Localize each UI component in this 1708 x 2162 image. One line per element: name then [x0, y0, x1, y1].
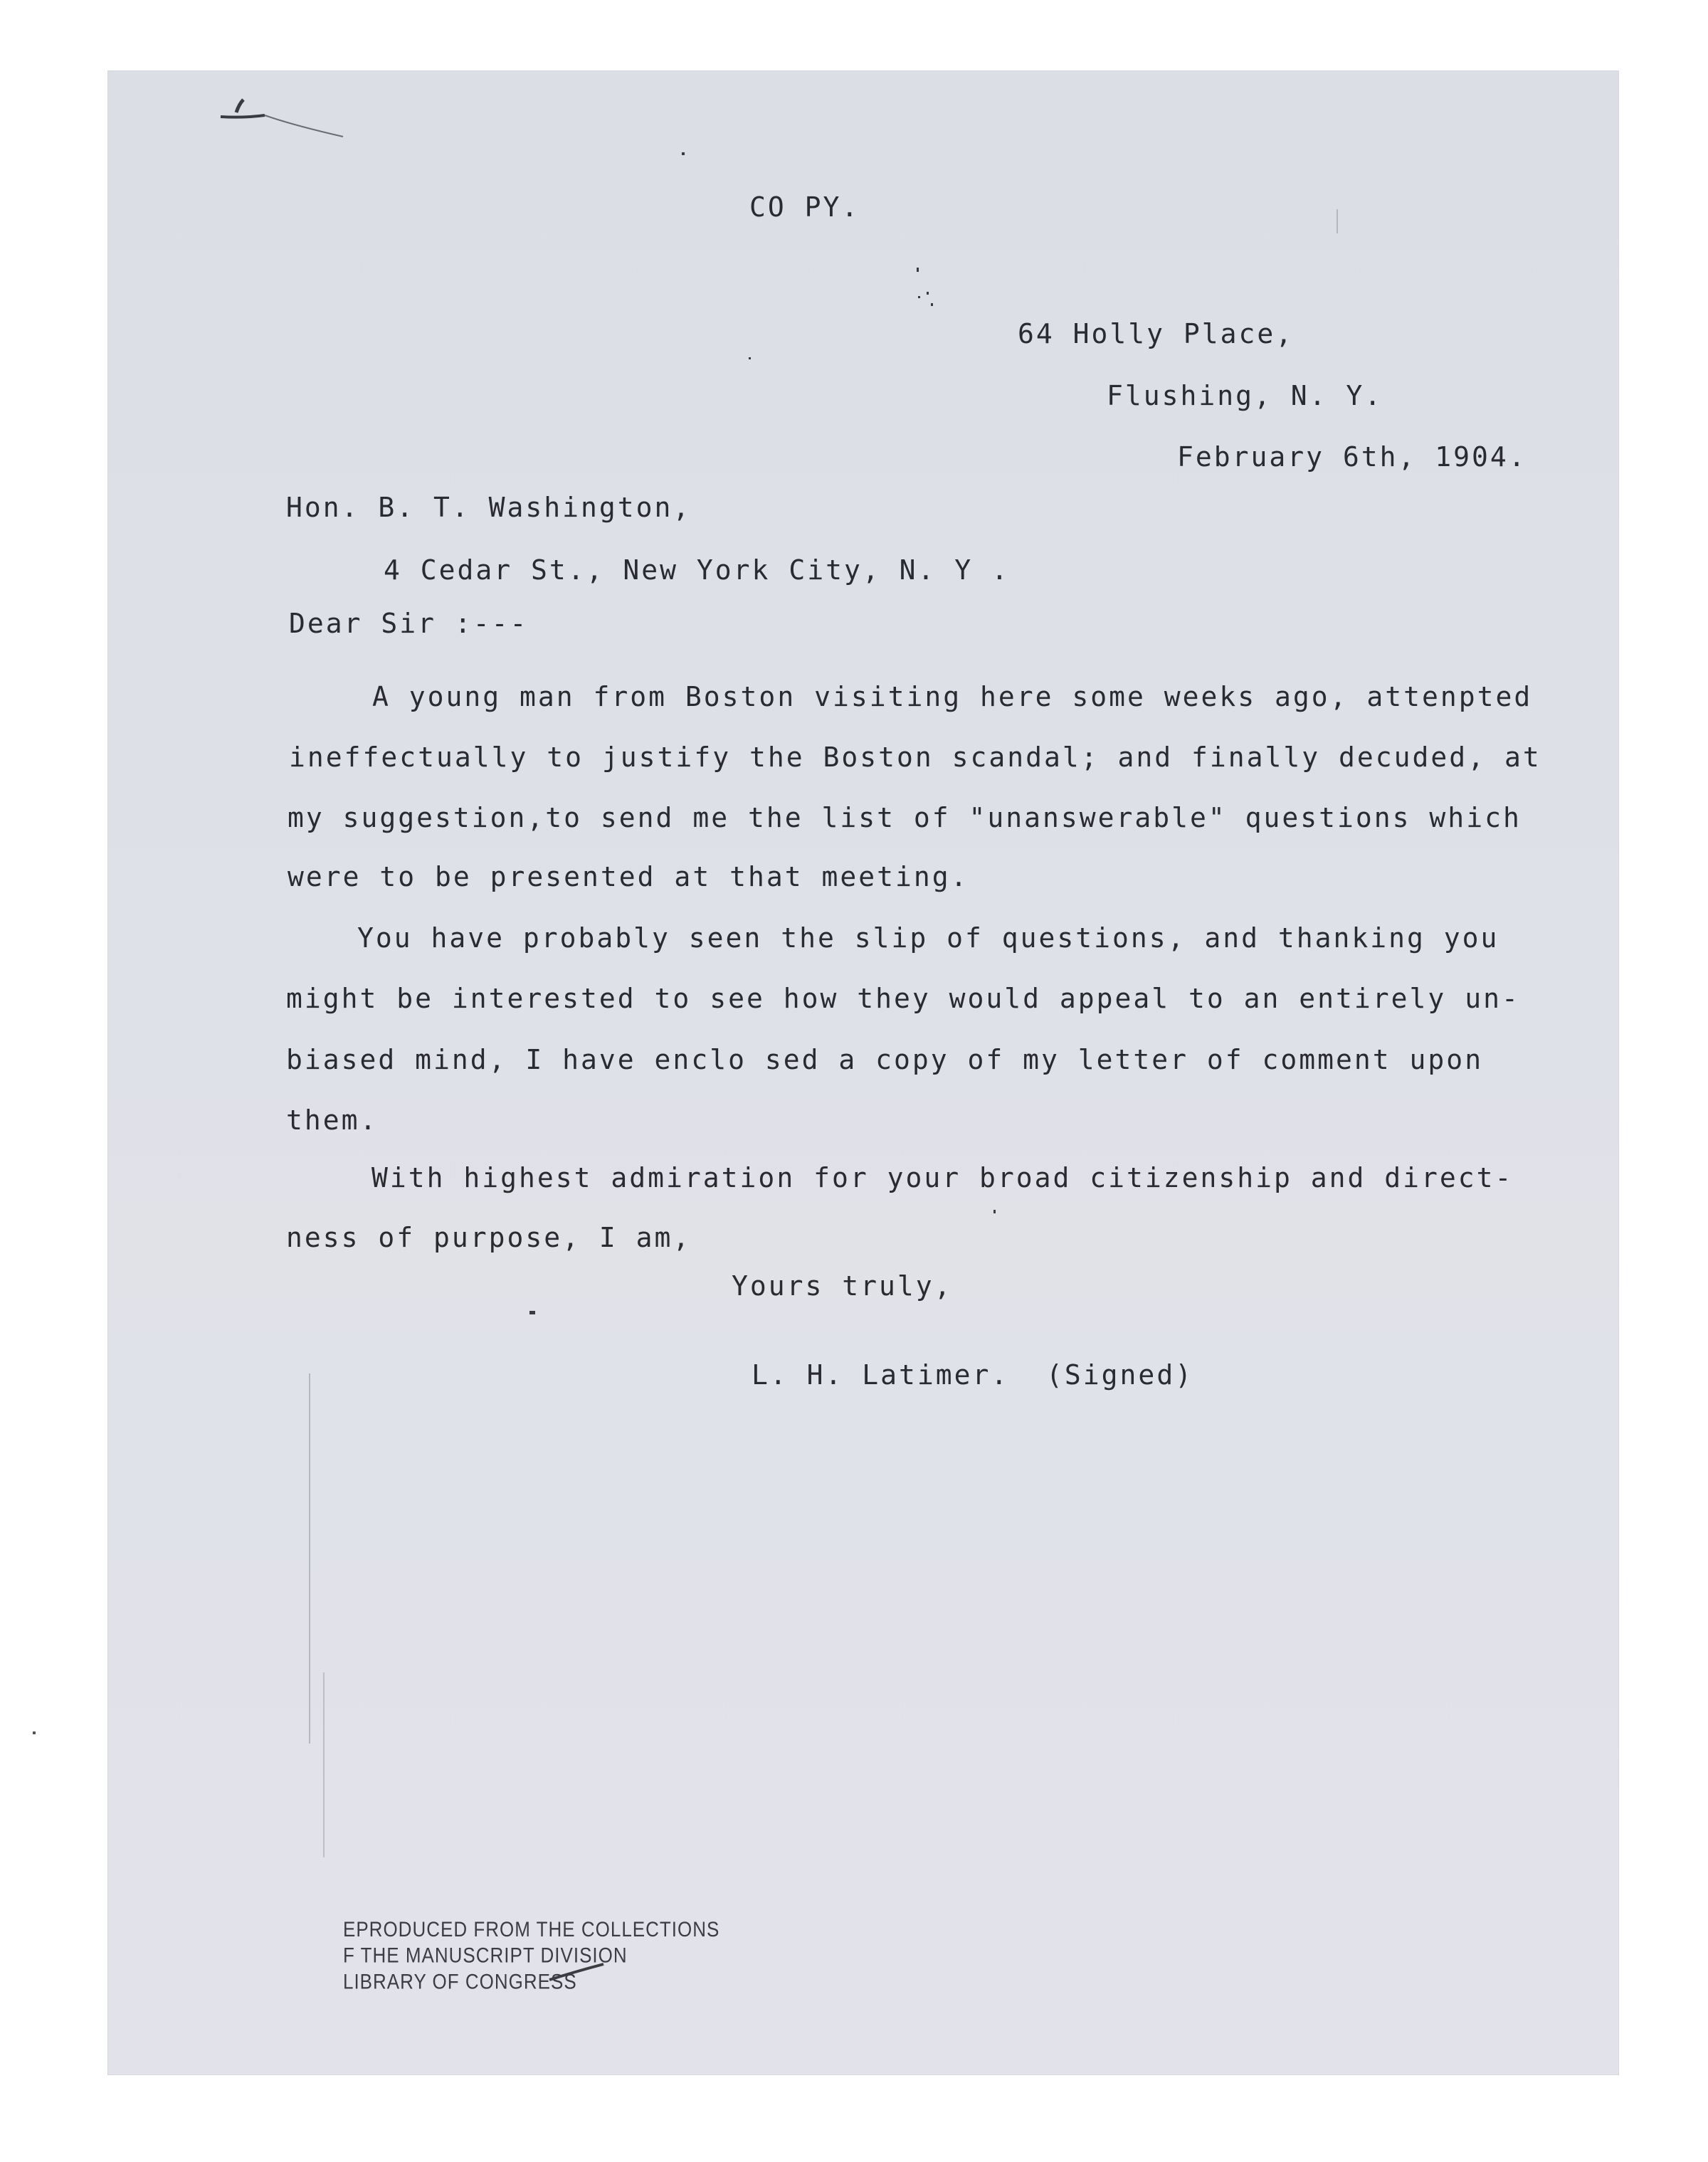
- paper-speck: [917, 268, 919, 272]
- body-line: ness of purpose, I am,: [286, 1222, 692, 1253]
- body-line: might be interested to see how they would appeal to an entirely un-: [286, 983, 1520, 1014]
- scan-speck: [33, 1731, 36, 1734]
- recipient-name: Hon. B. T. Washington,: [286, 492, 692, 523]
- paper-speck: [993, 1210, 996, 1213]
- letter-date: February 6th, 1904.: [1177, 441, 1527, 473]
- body-line: You have probably seen the slip of questions, and thanking you: [357, 922, 1499, 954]
- paper-speck: [927, 292, 929, 295]
- edge-shadow-line: [309, 1373, 310, 1744]
- paper-speck: [749, 357, 751, 359]
- body-line: biased mind, I have enclo sed a copy of my letter of comment upon: [286, 1044, 1484, 1075]
- copy-header: CO PY.: [749, 191, 860, 223]
- paper-speck: [918, 296, 920, 298]
- signature-line: L. H. Latimer. (Signed): [752, 1359, 1194, 1391]
- recipient-address: 4 Cedar St., New York City, N. Y .: [384, 554, 1010, 586]
- paper-speck: [529, 1311, 535, 1314]
- sender-street: 64 Holly Place,: [1018, 318, 1295, 349]
- paper-speck: [931, 303, 933, 306]
- paper-speck: [1337, 209, 1338, 233]
- closing: Yours truly,: [732, 1270, 953, 1302]
- body-line: were to be presented at that meeting.: [288, 861, 969, 892]
- stamp-line: F THE MANUSCRIPT DIVISION: [343, 1942, 628, 1968]
- stamp-line: EPRODUCED FROM THE COLLECTIONS: [343, 1916, 720, 1941]
- body-line: ineffectually to justify the Boston scandal; and finally decuded, at: [289, 742, 1541, 773]
- body-line: them.: [286, 1104, 379, 1136]
- stamp-line: LIBRARY OF CONGRESS: [343, 1968, 577, 1994]
- body-line: A young man from Boston visiting here some weeks ago, attenpted: [372, 681, 1533, 712]
- body-line: With highest admiration for your broad citizenship and direct-: [371, 1162, 1514, 1193]
- library-of-congress-stamp: [343, 1916, 719, 1994]
- salutation: Dear Sir :---: [289, 608, 529, 639]
- stamp-flourish: [548, 1961, 605, 1983]
- letter-page: [108, 71, 1618, 2074]
- edge-shadow-line: [323, 1672, 325, 1857]
- paper-speck: [682, 152, 685, 155]
- body-line: my suggestion,to send me the list of "unanswerable" questions which: [288, 802, 1522, 833]
- pencil-check-mark: [215, 84, 428, 148]
- sender-city: Flushing, N. Y.: [1107, 380, 1383, 411]
